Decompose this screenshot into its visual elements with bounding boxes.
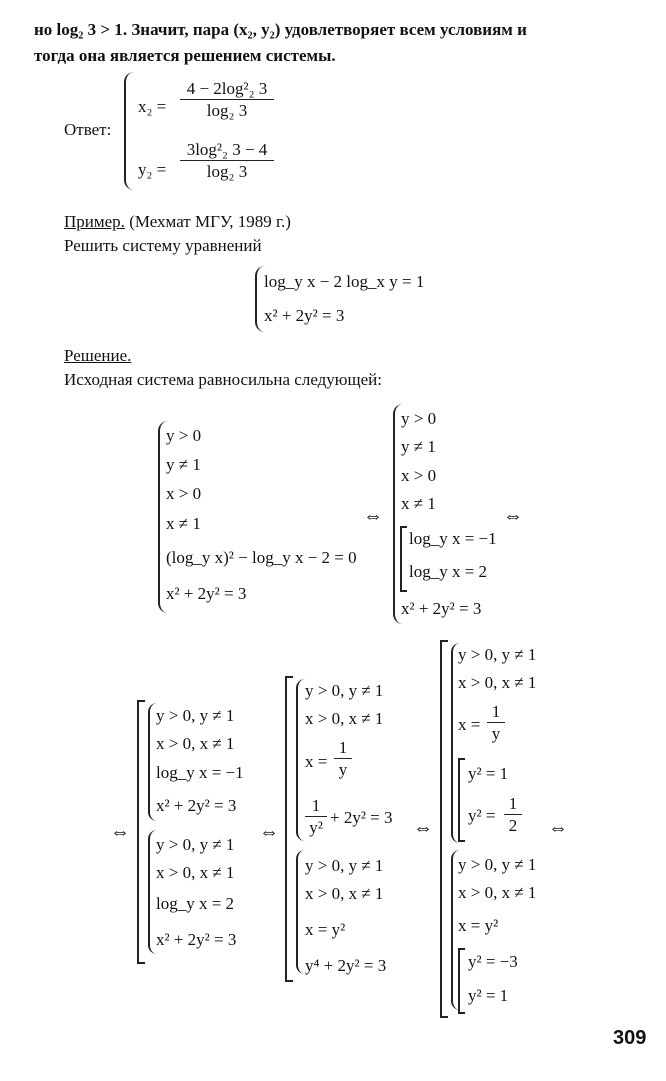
sysB1-line-4-rest: + 2y² = 3 [330,808,393,827]
sys2-line-4: x ≠ 1 [401,494,436,513]
equiv-3: ⇔ [110,821,130,843]
x2-fraction: 4 − 2log²₂ 3 log₂ 3 [180,79,274,120]
sysC1-line-3-lhs: x = [458,715,481,734]
sysA-bracket [137,700,145,964]
sysB1-line-1: y > 0, y ≠ 1 [305,681,384,700]
sysC2-line-2: x > 0, x ≠ 1 [458,883,537,902]
top-line-2: тогда она является решением системы. [34,46,336,65]
sysA1-line-4: x² + 2y² = 3 [156,796,237,815]
sys1-line-3: x > 0 [166,484,202,503]
equiv-5: ⇔ [413,817,433,839]
sys1-line-1: y > 0 [166,426,202,445]
sysC1-line-1: y > 0, y ≠ 1 [458,645,537,664]
sysB1-line-2: x > 0, x ≠ 1 [305,709,384,728]
sysA1-line-2: x > 0, x ≠ 1 [156,734,235,753]
sys1-line-6: x² + 2y² = 3 [166,584,247,603]
answer-label: Ответ: [64,120,112,139]
sysC1-line-2: x > 0, x ≠ 1 [458,673,537,692]
solution-title: Решение. [64,346,132,365]
top-line-1: но log₂ 3 > 1. Значит, пара (x₂, y₂) удовлетворяет всем условиям и [34,20,527,39]
y2-lhs: y₂ = [138,160,167,179]
sysA1-line-1: y > 0, y ≠ 1 [156,706,235,725]
sysC1-line-5-lhs: y² = [468,806,496,825]
sys2-line-1: y > 0 [401,409,437,428]
sys1-line-4: x ≠ 1 [166,514,201,533]
example-eq1: log_y x − 2 log_x y = 1 [264,272,425,291]
equiv-6: ⇔ [548,817,568,839]
sys1-line-2: y ≠ 1 [166,455,201,474]
sysC2-line-4: y² = −3 [468,952,518,971]
example-task: Решить систему уравнений [64,236,262,255]
sysC1-line-4: y² = 1 [468,764,509,783]
x2-lhs: x₂ = [138,97,167,116]
sysA2-line-4: x² + 2y² = 3 [156,930,237,949]
sysC2-line-3: x = y² [458,916,499,935]
equiv-4: ⇔ [259,821,279,843]
sys2-line-7: x² + 2y² = 3 [401,599,482,618]
sysA2-line-2: x > 0, x ≠ 1 [156,863,235,882]
sysB-brace-1 [296,679,305,841]
equiv-1: ⇔ [363,505,383,527]
sys2-line-3: x > 0 [401,466,437,485]
sys2-line-2: y ≠ 1 [401,437,436,456]
sysB2-line-3: x = y² [305,920,346,939]
sysC1-fraction-2: 1 2 [504,794,522,835]
sysA2-line-3: log_y x = 2 [156,894,235,913]
sysB2-line-4: y⁴ + 2y² = 3 [305,956,387,975]
sysC-bracket [440,640,448,1018]
example-eq2: x² + 2y² = 3 [264,306,345,325]
sysB2-line-2: x > 0, x ≠ 1 [305,884,384,903]
sys2-line-6: log_y x = 2 [409,562,488,581]
sysB1-fraction-1: 1 y [334,738,352,779]
sysC2-line-1: y > 0, y ≠ 1 [458,855,537,874]
sys2-line-5: log_y x = −1 [409,529,497,548]
example-heading: Пример. (Мехмат МГУ, 1989 г.) [64,212,291,231]
sysA2-line-1: y > 0, y ≠ 1 [156,835,235,854]
sysC2-inner-bracket [458,948,465,1014]
sys1-line-5: (log_y x)² − log_y x − 2 = 0 [166,548,357,567]
solution-intro: Исходная система равносильна следующей: [64,370,382,389]
sysC1-fraction-1: 1 y [487,702,505,743]
sysB2-line-1: y > 0, y ≠ 1 [305,856,384,875]
sysB1-line-3-lhs: x = [305,752,328,771]
page-number: 309 [613,1027,647,1049]
equiv-2: ⇔ [503,505,523,527]
sys2-bracket [400,526,407,592]
sysC2-line-5: y² = 1 [468,986,509,1005]
sysC1-inner-bracket [458,758,465,842]
answer-brace [124,72,134,190]
sysB-bracket [285,676,293,982]
sysA1-line-3: log_y x = −1 [156,763,244,782]
sysB-brace-2 [296,850,305,974]
sysB1-fraction-2: 1 y² [305,796,327,837]
y2-fraction: 3log²₂ 3 − 4 log₂ 3 [180,140,274,181]
